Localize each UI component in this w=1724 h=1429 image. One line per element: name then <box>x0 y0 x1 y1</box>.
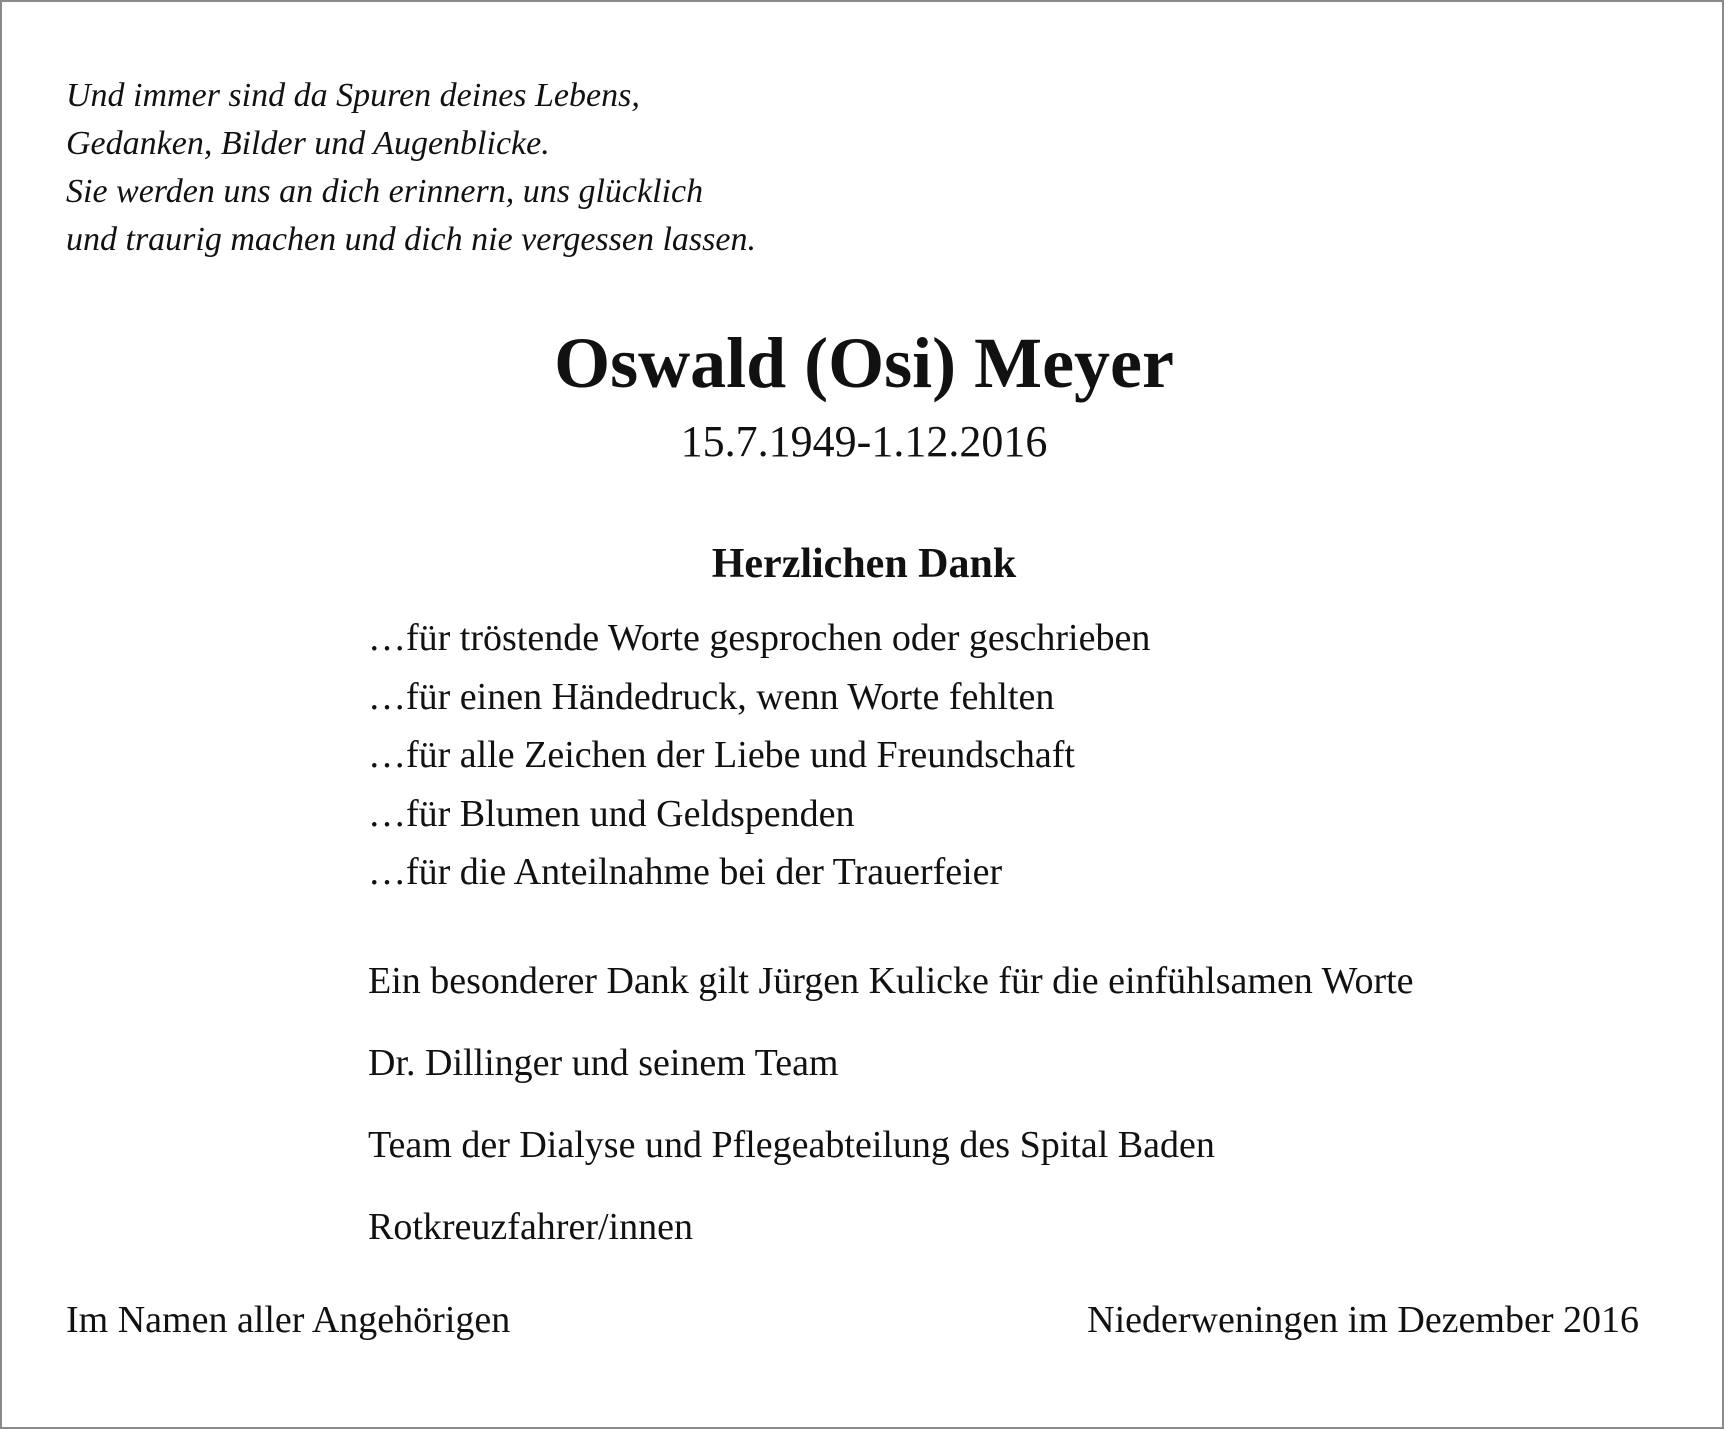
signature-family: Im Namen aller Angehörigen <box>66 1299 511 1341</box>
life-dates: 15.7.1949-1.12.2016 <box>680 417 1048 466</box>
special-thanks <box>368 940 1414 1268</box>
thanks-item: …für die Anteilnahme bei der Trauerfeier <box>368 851 1003 893</box>
memorial-poem <box>66 72 756 264</box>
special-thanks-item: Team der Dialyse und Pflegeabteilung des Spital Baden <box>368 1124 1215 1166</box>
poem-line: Gedanken, Bilder und Augenblicke. <box>66 125 550 162</box>
special-thanks-item: Dr. Dillinger und seinem Team <box>368 1042 839 1084</box>
thanks-item: …für einen Händedruck, wenn Worte fehlten <box>368 675 1055 718</box>
special-thanks-item: Rotkreuzfahrer/innen <box>368 1206 693 1248</box>
poem-line: Und immer sind da Spuren deines Lebens, <box>66 77 640 114</box>
thanks-item: …für alle Zeichen der Liebe und Freundschaft <box>368 734 1075 776</box>
thanks-item: …für tröstende Worte gesprochen oder geschrieben <box>368 617 1151 659</box>
poem-line: und traurig machen und dich nie vergessen lassen. <box>66 221 756 258</box>
thanks-heading: Herzlichen Dank <box>711 541 1017 587</box>
deceased-name: Oswald (Osi) Meyer <box>554 323 1174 403</box>
special-thanks-item: Ein besonderer Dank gilt Jürgen Kulicke für die einfühlsamen Worte <box>368 960 1414 1002</box>
thanks-item: …für Blumen und Geldspenden <box>368 792 855 835</box>
place-and-date: Niederweningen im Dezember 2016 <box>1087 1299 1639 1341</box>
poem-line: Sie werden uns an dich erinnern, uns glücklich <box>66 173 704 210</box>
thanks-list <box>368 609 1150 902</box>
